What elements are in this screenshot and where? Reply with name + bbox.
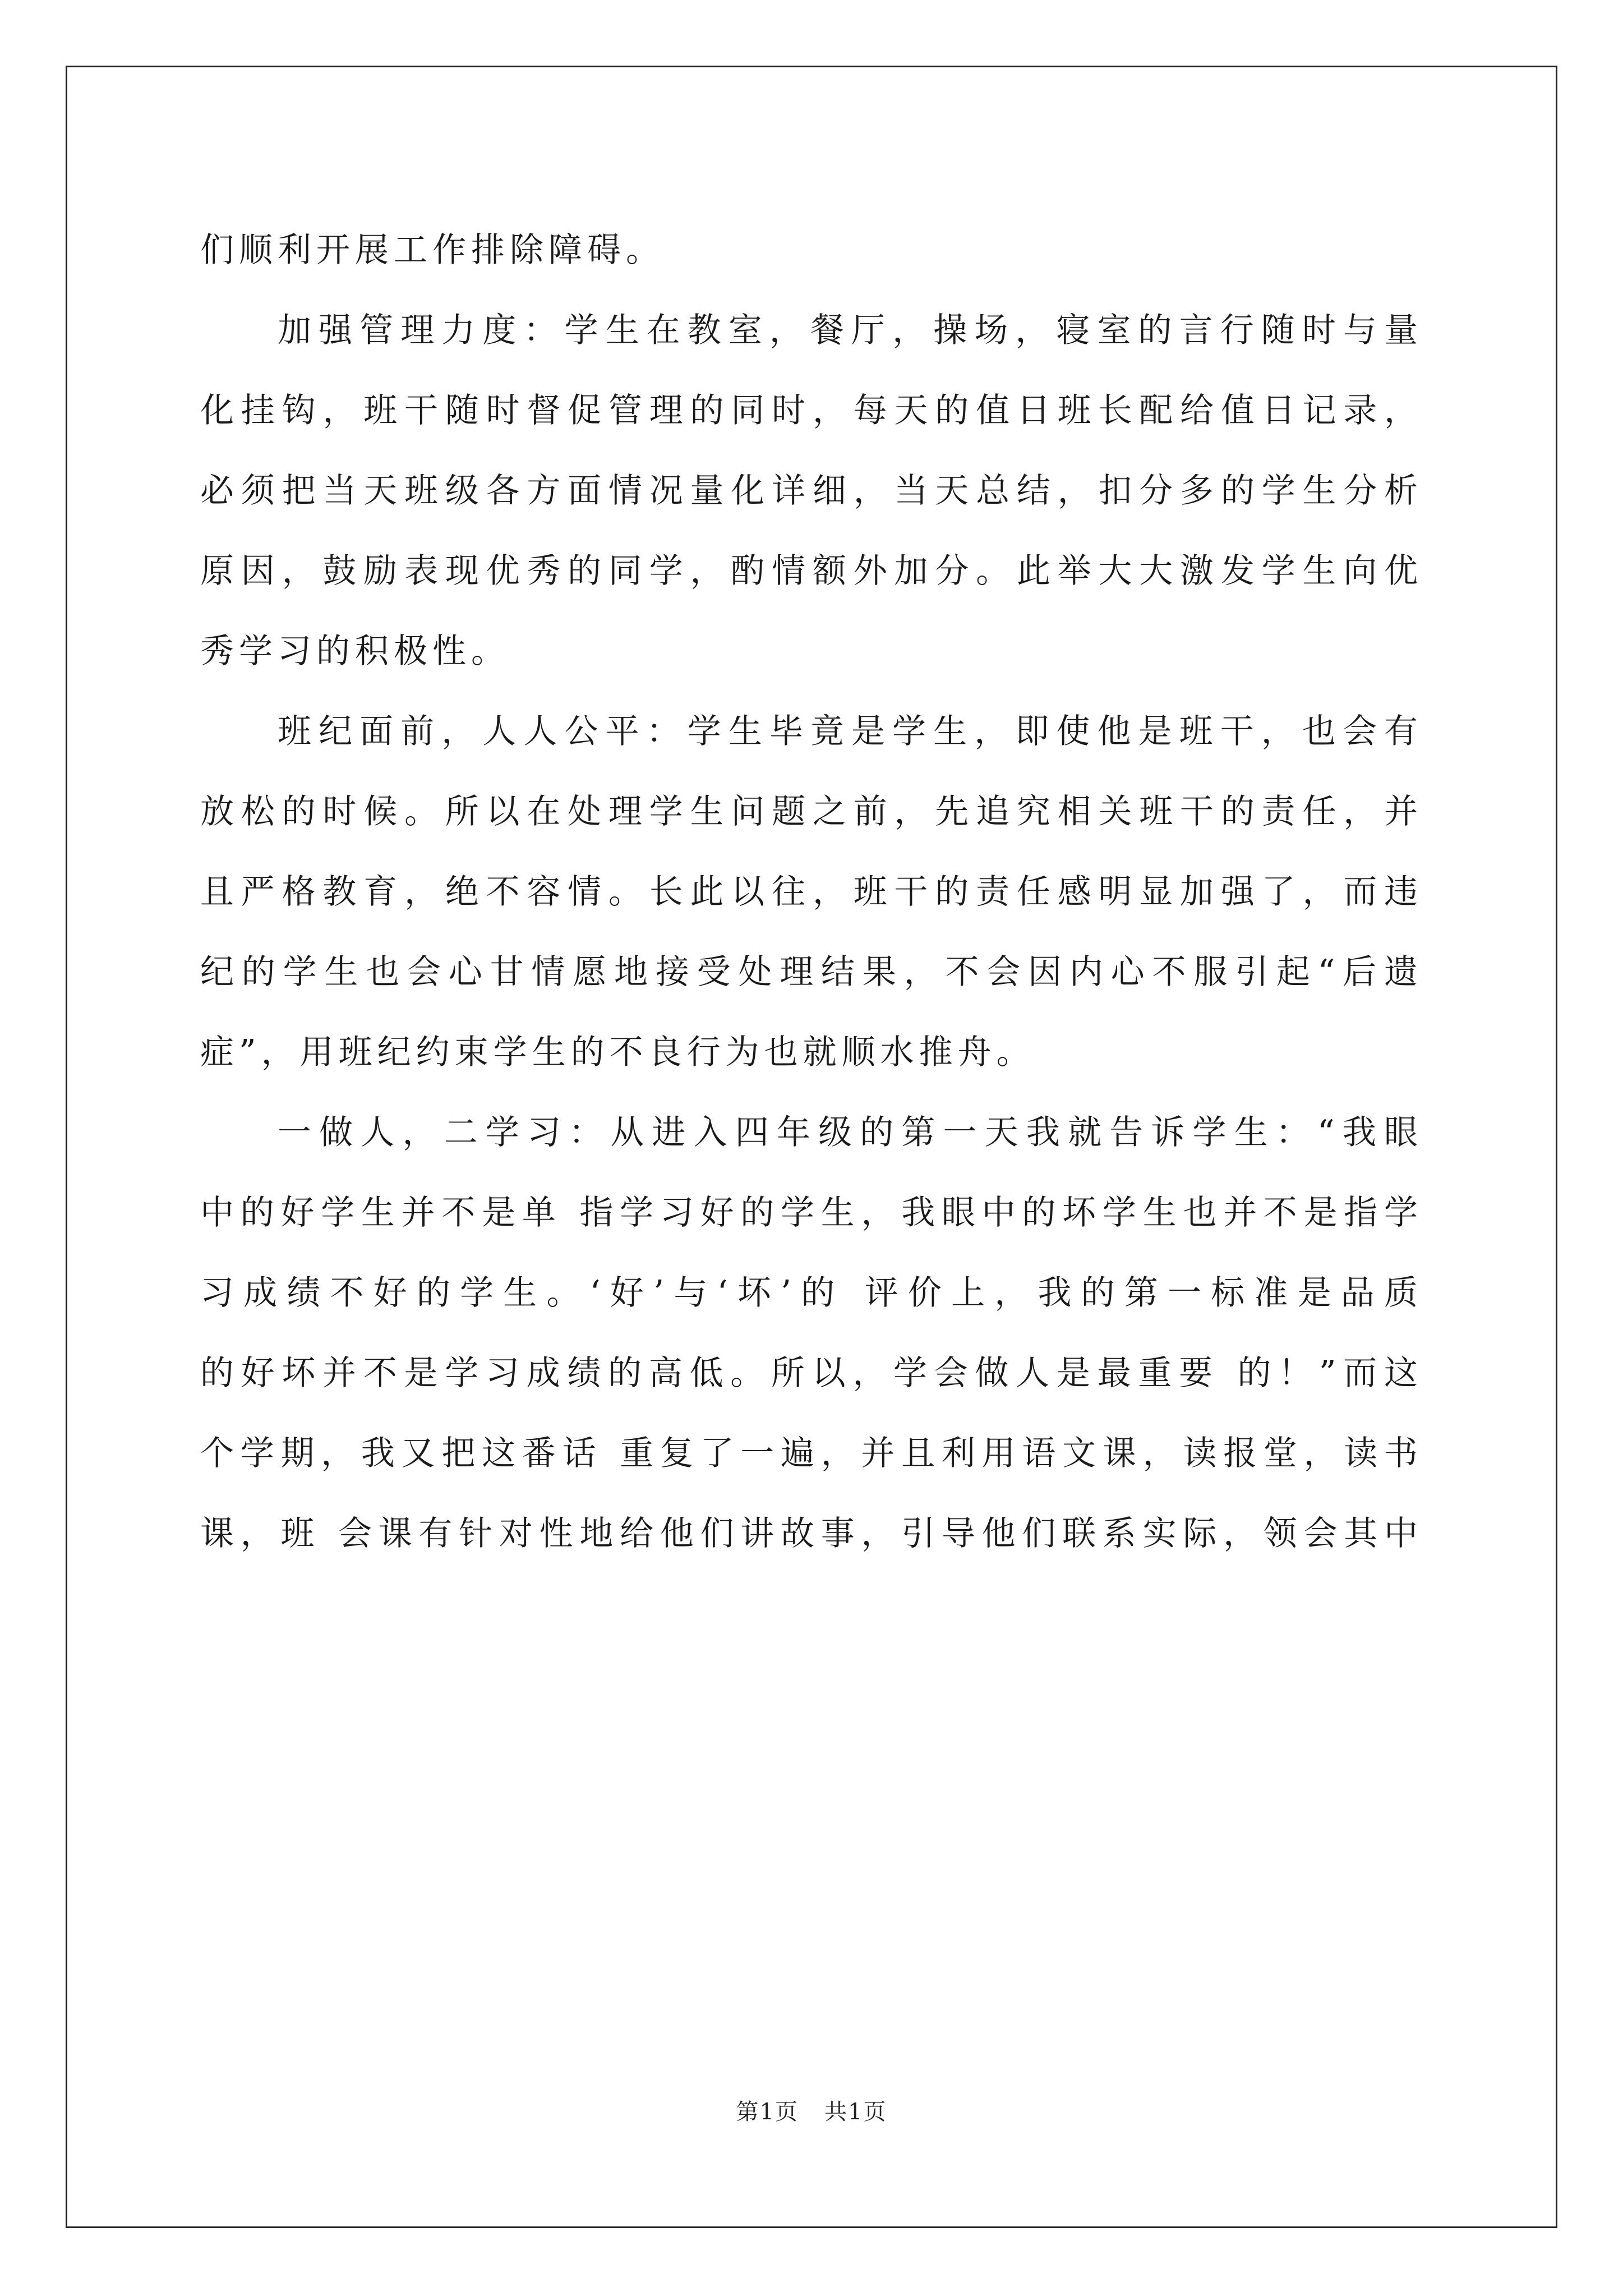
text-line: 必须把当天班级各方面情况量化详细，当天总结，扣分多的学生分析 bbox=[200, 471, 1423, 510]
text-line: 的好坏并不是学习成绩的高低。所以，学会做人是最重要 的！”而这 bbox=[200, 1354, 1423, 1393]
text-line: 原因，鼓励表现优秀的同学，酌情额外加分。此举大大激发学生向优 bbox=[200, 551, 1423, 591]
text-line: 们顺利开展工作排除障碍。 bbox=[200, 231, 665, 270]
text-line: 放松的时候。所以在处理学生问题之前，先追究相关班干的责任，并 bbox=[200, 792, 1423, 831]
text-line: 且严格教育，绝不容情。长此以往，班干的责任感明显加强了，而违 bbox=[200, 872, 1423, 912]
document-body bbox=[200, 210, 1423, 1574]
paragraph-first-line: 加强管理力度：学生在教室，餐厅，操场，寝室的言行随时与量 bbox=[278, 311, 1423, 350]
text-line: 纪的学生也会心甘情愿地接受处理结果，不会因内心不服引起“后遗 bbox=[200, 953, 1423, 992]
paragraph-first-line: 一做人，二学习：从进入四年级的第一天我就告诉学生：“我眼 bbox=[278, 1113, 1423, 1152]
text-line: 化挂钩，班干随时督促管理的同时，每天的值日班长配给值日记录， bbox=[200, 391, 1423, 430]
page-number: 第1页 bbox=[736, 2099, 799, 2125]
text-line: 课，班 会课有针对性地给他们讲故事，引导他们联系实际，领会其中 bbox=[200, 1514, 1423, 1553]
text-line: 习成绩不好的学生。‘好’与‘坏’的 评价上，我的第一标准是品质 bbox=[200, 1273, 1423, 1313]
text-line: 中的好学生并不是单 指学习好的学生，我眼中的坏学生也并不是指学 bbox=[200, 1193, 1423, 1232]
text-line: 个学期，我又把这番话 重复了一遍，并且利用语文课，读报堂，读书 bbox=[200, 1434, 1423, 1473]
text-line: 症”，用班纪约束学生的不良行为也就顺水推舟。 bbox=[200, 1033, 1035, 1072]
page-total: 共1页 bbox=[824, 2099, 887, 2125]
paragraph-first-line: 班纪面前，人人公平：学生毕竟是学生，即使他是班干，也会有 bbox=[278, 712, 1423, 751]
page-footer bbox=[0, 2094, 1623, 2126]
text-line: 秀学习的积极性。 bbox=[200, 632, 510, 671]
